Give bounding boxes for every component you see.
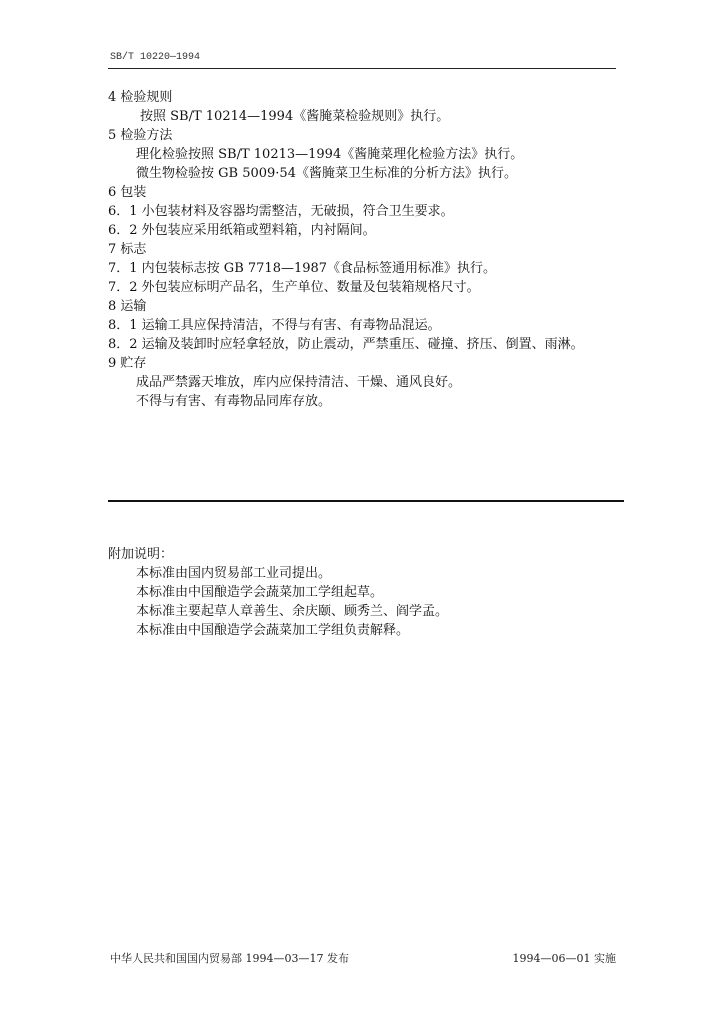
- section-heading-storage: 9 贮存: [108, 356, 147, 371]
- clause: 6．2 外包装应采用纸箱或塑料箱，内衬隔间。: [108, 223, 376, 238]
- clause: 8．1 运输工具应保持清洁，不得与有害、有毒物品混运。: [108, 318, 441, 333]
- clause: 7．1 内包装标志按 GB 7718—1987《食品标签通用标准》执行。: [108, 261, 497, 276]
- footer-issued-date: 中华人民共和国国内贸易部 1994—03—17 发布: [110, 952, 349, 965]
- appendix-line: 本标准主要起草人章善生、余庆颐、顾秀兰、阎学孟。: [136, 604, 449, 619]
- paragraph: 不得与有害、有毒物品同库存放。: [136, 394, 332, 409]
- section-heading-packaging: 6 包装: [108, 185, 147, 200]
- paragraph: 成品严禁露天堆放，库内应保持清洁、干燥、通风良好。: [136, 375, 462, 390]
- appendix-line: 本标准由中国酿造学会蔬菜加工学组负责解释。: [136, 623, 410, 638]
- appendix: [108, 545, 623, 640]
- appendix-title: 附加说明：: [108, 547, 174, 562]
- paragraph: 理化检验按照 SB/T 10213—1994《酱腌菜理化检验方法》执行。: [136, 147, 524, 162]
- section-heading-transport: 8 运输: [108, 299, 147, 314]
- appendix-line: 本标准由中国酿造学会蔬菜加工学组起草。: [136, 585, 384, 600]
- clause: 7．2 外包装应标明产品名，生产单位、数量及包装箱规格尺寸。: [108, 280, 480, 295]
- end-of-text-divider: [108, 500, 624, 502]
- paragraph: 按照 SB/T 10214—1994《酱腌菜检验规则》执行。: [140, 109, 450, 124]
- footer-effective-date: 1994—06—01 实施: [512, 952, 616, 965]
- clause: 8．2 运输及装卸时应轻拿轻放，防止震动，严禁重压、碰撞、挤压、倒置、雨淋。: [108, 337, 584, 352]
- appendix-line: 本标准由国内贸易部工业司提出。: [136, 566, 332, 581]
- page-header-standard-code: SB/T 10220—1994: [110, 52, 201, 63]
- section-heading-inspection-methods: 5 检验方法: [108, 128, 173, 143]
- clause: 6．1 小包装材料及容器均需整洁，无破损，符合卫生要求。: [108, 204, 454, 219]
- section-heading-marking: 7 标志: [108, 242, 147, 257]
- paragraph: 微生物检验按 GB 5009·54《酱腌菜卫生标准的分析方法》执行。: [136, 166, 517, 181]
- document-body: [108, 88, 623, 411]
- section-heading-inspection-rules: 4 检验规则: [108, 90, 173, 105]
- header-divider: [108, 68, 616, 69]
